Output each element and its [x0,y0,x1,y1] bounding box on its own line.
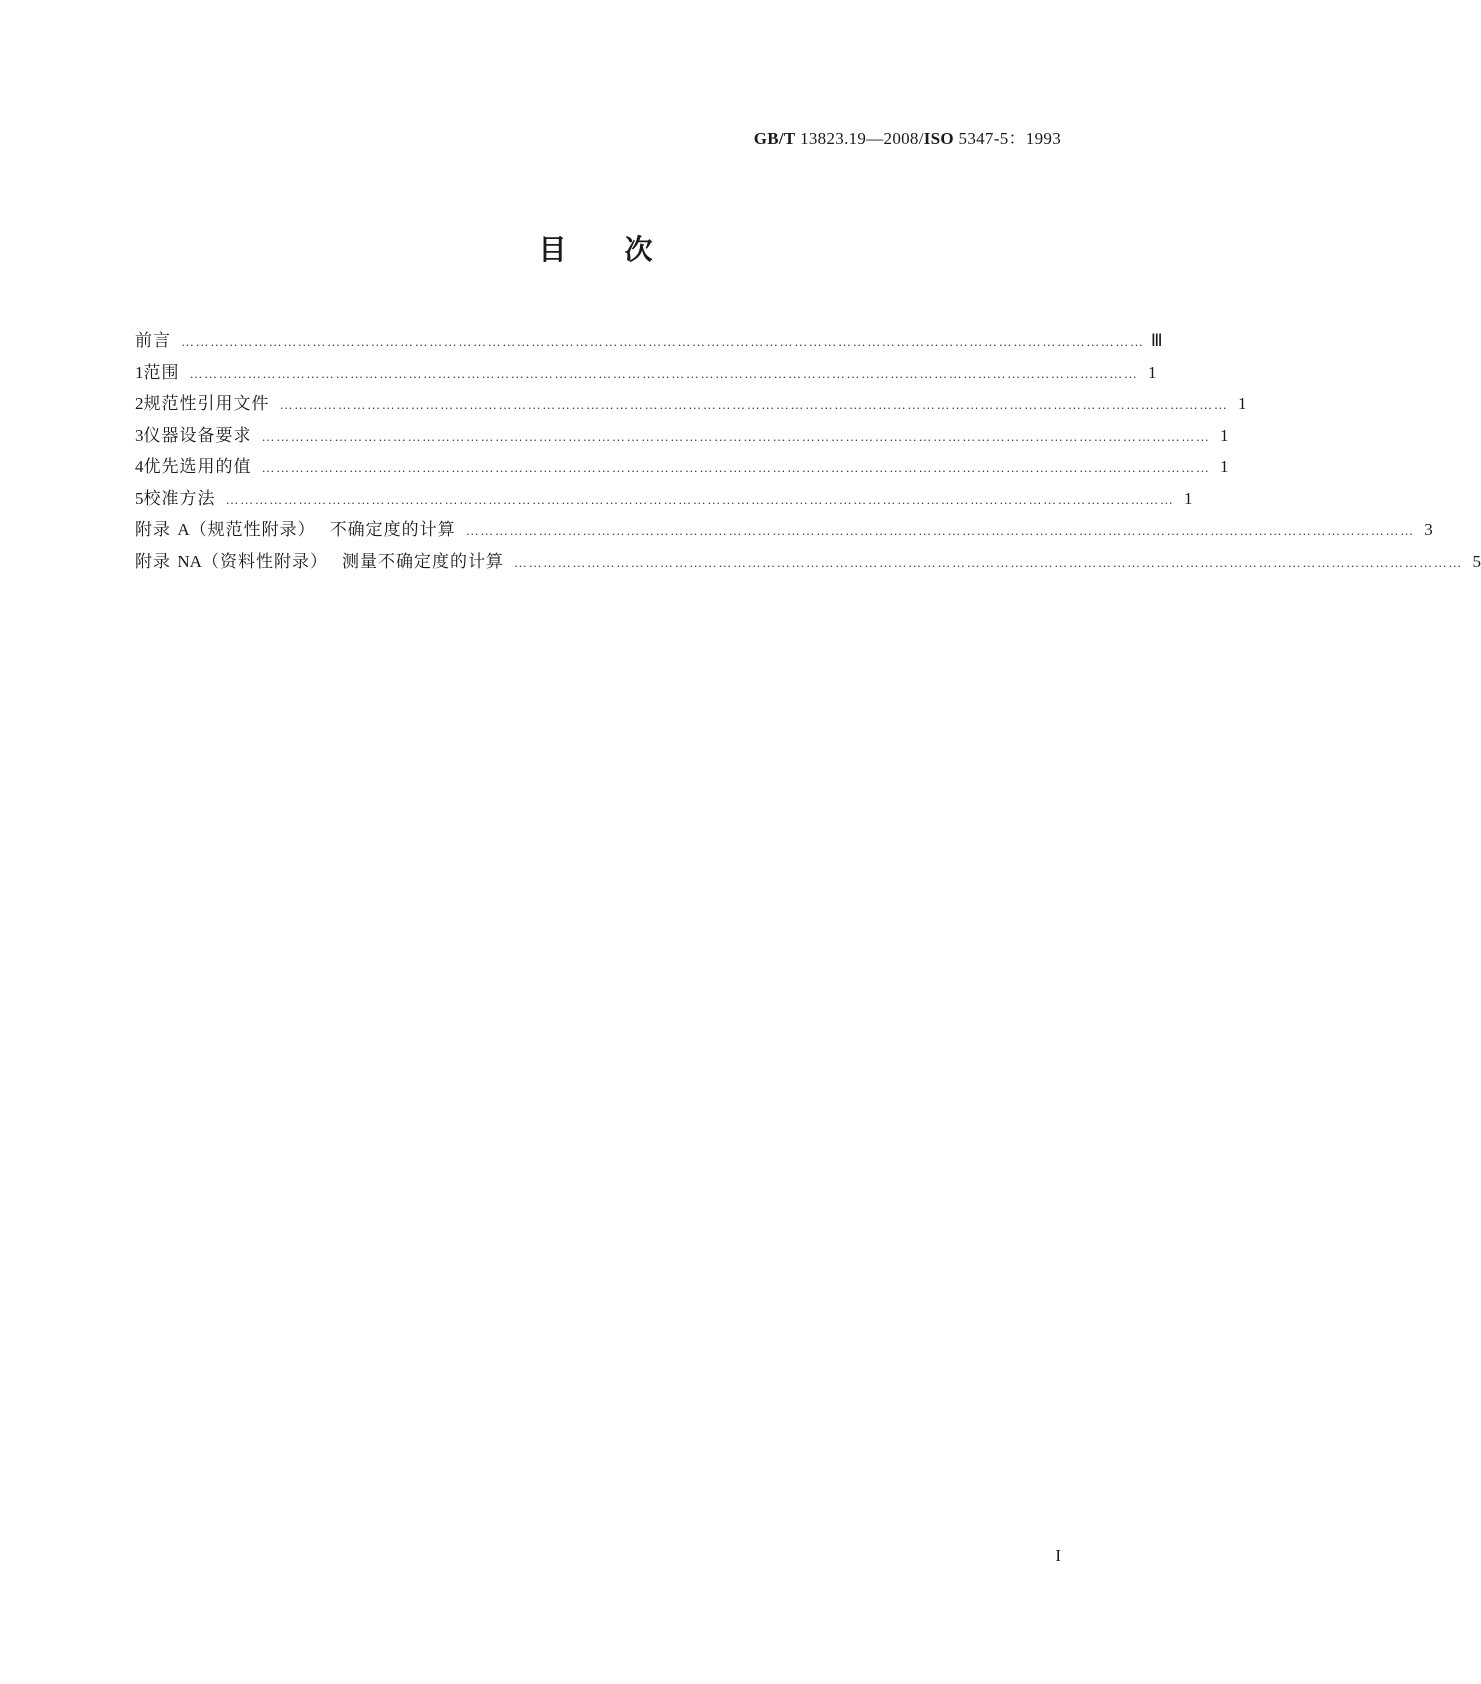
toc-leader-dots: ……………………………………………………………………………………………………………………………………………………………………………… [181,334,1145,349]
toc-entry-label [135,551,504,573]
toc-entry-page: 1 [1220,457,1229,476]
toc-entry-label: 前言 [135,331,171,351]
table-of-contents [135,330,1481,582]
toc-entry-calibration-method[interactable] [135,488,1193,520]
toc-entry-page: Ⅲ [1150,331,1163,350]
toc-leader-dots: …………………………………………………………………………………………………………………………………………………………………………… [465,523,1415,538]
toc-leader-dots: …………………………………………………………………………………………………………………………………………………………………………… [189,365,1139,381]
toc-leader-dots: …………………………………………………………………………………………………………………………………………………………………………… [513,554,1463,570]
toc-entry-page: 1 [1238,394,1247,413]
annex-code: NA [177,551,202,571]
toc-entry-label: 优先选用的值 [143,457,252,477]
toc-entry-page: 1 [1148,362,1157,382]
toc-entry-page: 1 [1184,488,1193,508]
standard-number: 13823.19—2008/ [800,129,924,148]
toc-leader-dots: …………………………………………………………………………………………………………………………………………………………………………… [279,397,1229,412]
toc-entry-label: 规范性引用文件 [143,394,270,414]
toc-entry-label: 仪器设备要求 [143,425,252,446]
toc-entry-page: 3 [1424,520,1433,539]
toc-leader-dots: …………………………………………………………………………………………………………………………………………………………………………… [261,460,1211,475]
toc-entry-number: 1 [135,362,144,382]
toc-entry-number: 3 [135,425,144,445]
annex-title: 不确定度的计算 [329,520,456,540]
toc-entry-annex-na[interactable] [135,551,1481,583]
toc-entry-normative-references[interactable] [135,393,1247,425]
toc-entry-page: 1 [1220,425,1229,445]
toc-entry-annex-a[interactable] [135,519,1433,551]
toc-leader-dots: …………………………………………………………………………………………………………………………………………………………………………… [261,428,1211,444]
toc-entry-preferred-values[interactable] [135,456,1229,488]
standard-prefix: GB/T [753,129,796,148]
iso-number: 5347-5：1993 [958,129,1061,148]
toc-entry-label: 范围 [143,362,180,383]
toc-entry-page: 5 [1472,551,1481,571]
toc-entry-number: 5 [135,488,144,508]
annex-prefix: 附录 [135,551,171,572]
toc-leader-dots: …………………………………………………………………………………………………………………………………………………………………………… [225,491,1175,507]
standard-code [754,124,1061,149]
annex-type: （资料性附录） [201,551,328,572]
toc-entry-label [135,519,456,541]
toc-entry-foreword[interactable] [135,330,1163,362]
annex-prefix: 附录 [135,520,171,540]
toc-entry-equipment-requirements[interactable] [135,425,1229,457]
toc-entry-label: 校准方法 [143,488,216,509]
toc-entry-scope[interactable] [135,362,1157,394]
page-number: I [1055,1546,1061,1565]
annex-code: A [177,520,190,539]
toc-entry-number: 2 [135,394,144,413]
iso-prefix: ISO [923,129,954,148]
page-title: 目次 [538,233,711,266]
annex-type: （规范性附录） [189,520,316,540]
annex-title: 测量不确定度的计算 [341,551,504,572]
toc-entry-number: 4 [135,457,144,476]
